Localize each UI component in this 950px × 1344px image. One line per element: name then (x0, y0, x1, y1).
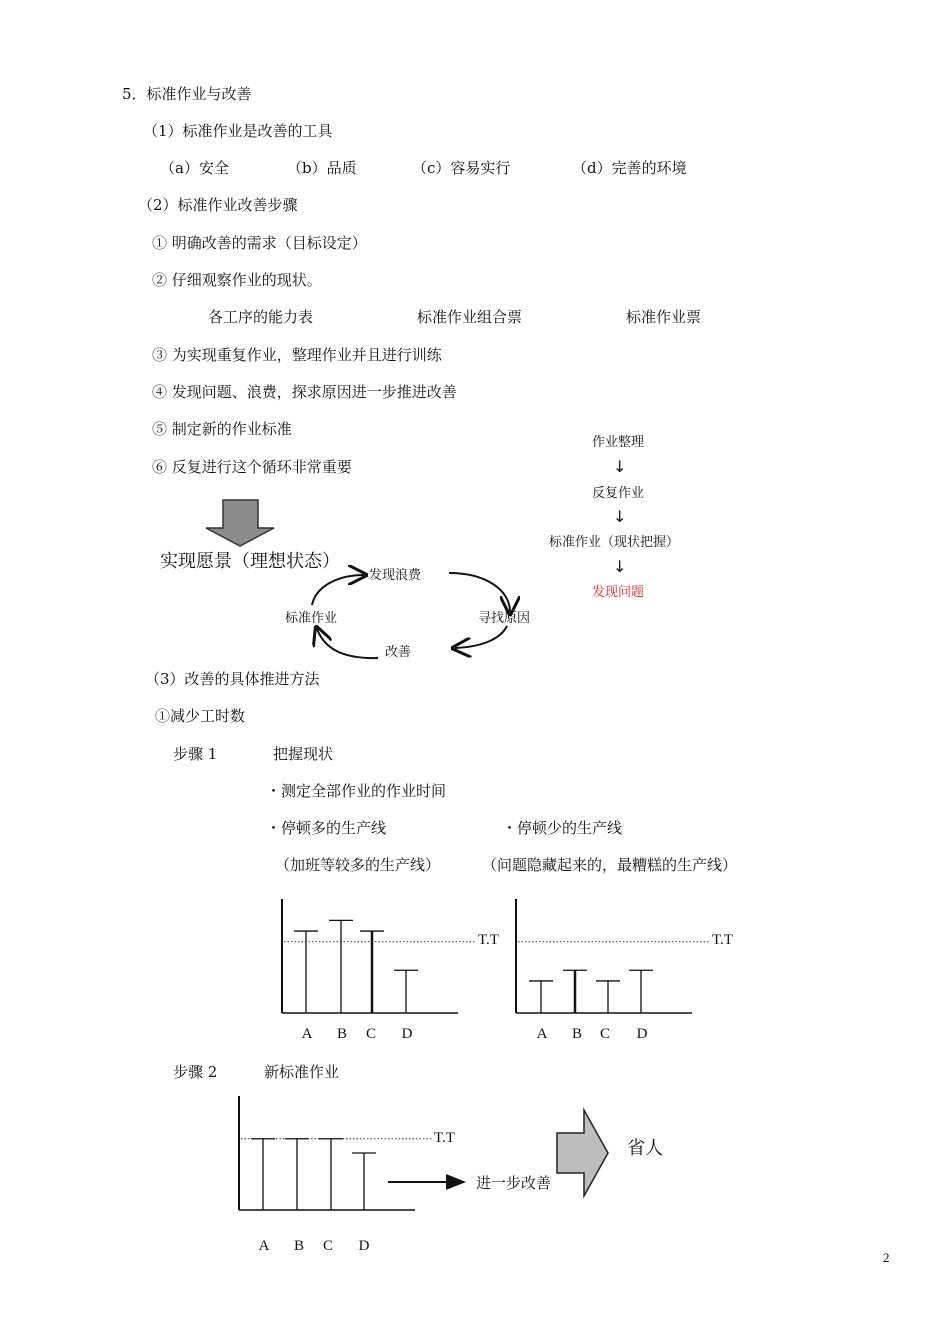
bullet-many-stops: ・停顿多的生产线 (266, 819, 387, 837)
sub1-item-d: （d）完善的环境 (572, 159, 687, 177)
cycle-node-cause: 寻找原因 (478, 611, 531, 626)
bullet-measure: ・测定全部作业的作业时间 (266, 782, 447, 800)
chart3-tt-label: T.T (434, 1130, 455, 1146)
chart2-tt-label: T.T (712, 932, 733, 948)
step1-label: 步骤 1 (173, 745, 218, 763)
vision-label: 实现愿景（理想状态） (160, 551, 340, 572)
flow-item-repeat: 反复作业 (592, 486, 645, 501)
bullet-few-stops: ・停顿少的生产线 (502, 819, 623, 837)
chart2-tick-B: B (571, 1026, 583, 1042)
sub1-heading: （1）标准作业是改善的工具 (143, 122, 333, 140)
chart1-tick-D: D (401, 1026, 413, 1042)
form-combination-sheet: 标准作业组合票 (417, 308, 523, 326)
chart2-tick-A: A (536, 1026, 548, 1042)
step1-title: 把握现状 (273, 745, 334, 763)
flow-item-standard: 标准作业（现状把握） (549, 535, 680, 550)
cycle-node-standard: 标准作业 (285, 611, 338, 626)
step-5: ⑤ 制定新的作业标准 (152, 420, 292, 438)
sub1-item-c: （c）容易实行 (412, 159, 511, 177)
sub2-heading: （2）标准作业改善步骤 (138, 196, 298, 214)
step2-label: 步骤 2 (173, 1063, 218, 1081)
note-overtime: （加班等较多的生产线） (275, 856, 441, 874)
step-4: ④ 发现问题、浪费，探求原因进一步推进改善 (152, 383, 457, 401)
chart1-tick-A: A (301, 1026, 313, 1042)
step-1: ① 明确改善的需求（目标设定） (152, 234, 367, 252)
form-standard-sheet: 标准作业票 (626, 308, 702, 326)
chart1-tick-C: C (365, 1026, 377, 1042)
chart2-tick-D: D (636, 1026, 648, 1042)
step2-title: 新标准作业 (264, 1063, 340, 1081)
section-title: 5．标准作业与改善 (122, 85, 252, 103)
flow-item-organize: 作业整理 (592, 435, 645, 450)
chart3-tick-C: C (322, 1238, 334, 1254)
flow-arrow-3: ↓ (613, 557, 627, 576)
result-block-arrow-icon (557, 1110, 608, 1196)
flow-item-find-problem: 发现问题 (592, 585, 645, 600)
improve-label: 进一步改善 (476, 1174, 552, 1192)
sub1-item-b: （b）品质 (287, 159, 357, 177)
chart1-tt-label: T.T (478, 932, 499, 948)
cycle-node-improve: 改善 (385, 645, 412, 660)
page-number: 2 (883, 1250, 890, 1265)
chart2-tick-C: C (599, 1026, 611, 1042)
sub1-item-a: （a）安全 (160, 159, 229, 177)
method-1: ①减少工时数 (155, 707, 246, 725)
chart3-tick-D: D (358, 1238, 370, 1254)
cycle-node-waste: 发现浪费 (369, 568, 422, 583)
sub3-heading: （3）改善的具体推进方法 (145, 670, 320, 688)
note-hidden: （问题隐藏起来的，最糟糕的生产线） (482, 856, 738, 874)
chart3-tick-B: B (293, 1238, 305, 1254)
step-2: ② 仔细观察作业的现状。 (152, 271, 322, 289)
form-capacity-table: 各工序的能力表 (208, 308, 314, 326)
result-label: 省人 (627, 1138, 663, 1159)
flow-arrow-2: ↓ (613, 507, 627, 526)
chart1-tick-B: B (336, 1026, 348, 1042)
chart3-tick-A: A (258, 1238, 270, 1254)
step-3: ③ 为实现重复作业，整理作业并且进行训练 (152, 346, 442, 364)
step-6: ⑥ 反复进行这个循环非常重要 (152, 458, 352, 476)
flow-arrow-1: ↓ (613, 457, 627, 476)
